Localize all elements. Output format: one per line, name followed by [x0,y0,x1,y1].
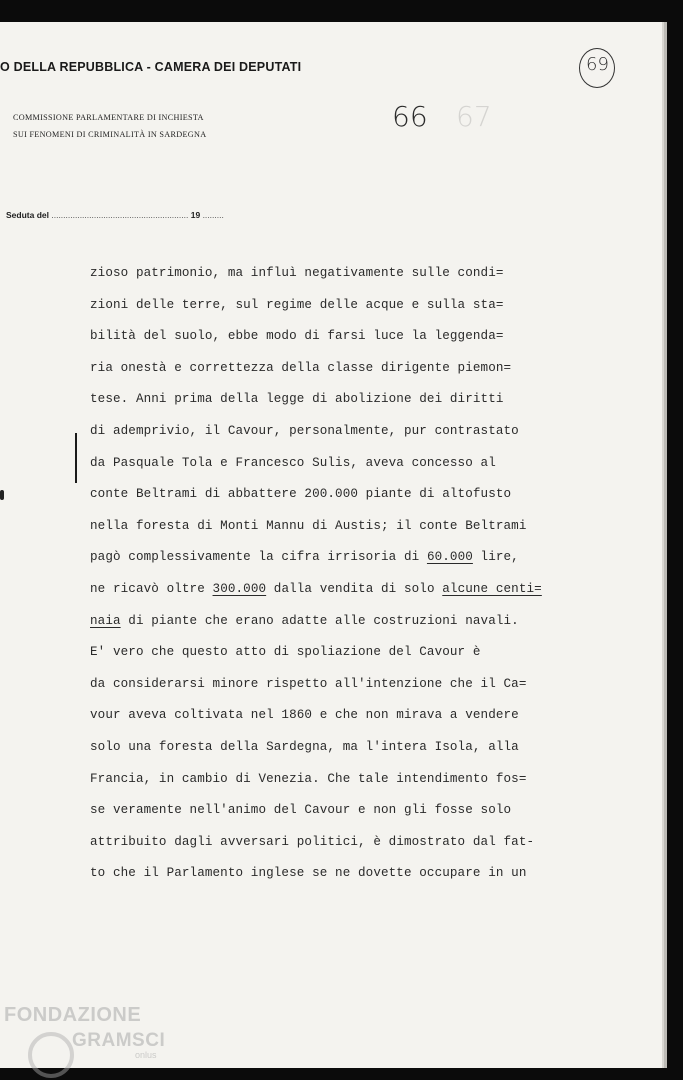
margin-mark [75,433,77,483]
text-line [90,606,560,638]
text-line: conte Beltrami di abbattere 200.000 piante di altofusto [90,487,512,502]
text-line [90,542,560,574]
typed-text-body [90,258,560,890]
text-line: solo una foresta della Sardegna, ma l'intera Isola, alla [90,739,519,754]
handwritten-number-faint: 67 [456,100,492,133]
watermark-onlus: onlus [135,1050,157,1060]
watermark-logo-icon [28,1032,74,1078]
underlined-text: 60.000 [426,550,473,565]
handwritten-number-main: 66 [392,100,428,133]
binding-hole [0,490,4,500]
text-line: di ademprivio, il Cavour, personalmente, pur contrastato [90,423,519,438]
watermark-fondazione [4,1004,141,1027]
text-line: da considerarsi minore rispetto all'intenzione che il Ca= [90,676,527,691]
underlined-text: alcune centi= [442,581,542,596]
seduta-dots-2: ......... [202,210,224,220]
underlined-text: naia [90,613,121,628]
text-span: ne ricavò oltre [90,581,213,596]
text-line: zioni delle terre, sul regime delle acque e sulla sta= [90,297,504,312]
text-line: Francia, in cambio di Venezia. Che tale intendimento fos= [90,771,527,786]
text-line: da Pasquale Tola e Francesco Sulis, aveva concesso al [90,455,496,470]
text-line: attribuito dagli avversari politici, è dimostrato dal fat- [90,834,535,849]
underlined-text: 300.000 [212,581,267,596]
commission-line-1: COMMISSIONE PARLAMENTARE DI INCHIESTA [13,113,204,122]
text-line: ria onestà e correttezza della classe dirigente piemon= [90,360,512,375]
text-line: E' vero che questo atto di spoliazione del Cavour è [90,645,481,660]
page-edge [664,22,667,1068]
text-span: pagò complessivamente la cifra irrisoria di [90,550,427,565]
text-line: to che il Parlamento inglese se ne dovette occupare in un [90,866,527,881]
text-line: tese. Anni prima della legge di abolizione dei diritti [90,392,504,407]
text-line: zioso patrimonio, ma influì negativamente sulle condi= [90,266,504,280]
seduta-year: 19 [190,210,201,220]
seduta-dots: .......................................................... [51,210,189,220]
text-line: bilità del suolo, ebbe modo di farsi luce la leggenda= [90,329,504,344]
watermark-line2: GRAMSCI [72,1030,166,1051]
commission-line-2: SUI FENOMENI DI CRIMINALITÀ IN SARDEGNA [13,130,207,139]
seduta-label: Seduta del [6,210,49,220]
text-span: dalla vendita di solo [266,581,443,596]
text-line: vour aveva coltivata nel 1860 e che non mirava a vendere [90,708,519,723]
seduta-line [6,210,224,220]
watermark-line1: FONDAZIONE [4,1004,142,1026]
watermark-gramsci [72,1030,165,1052]
text-span: di piante che erano adatte alle costruzioni navali. [120,613,519,628]
header-title: O DELLA REPUBBLICA - CAMERA DEI DEPUTATI [0,60,302,74]
page-number-handwritten: 69 [586,54,609,75]
text-span: lire, [472,550,519,565]
text-line [90,574,560,606]
text-line: se veramente nell'animo del Cavour e non gli fosse solo [90,803,512,818]
text-line: nella foresta di Monti Mannu di Austis; il conte Beltrami [90,518,527,533]
